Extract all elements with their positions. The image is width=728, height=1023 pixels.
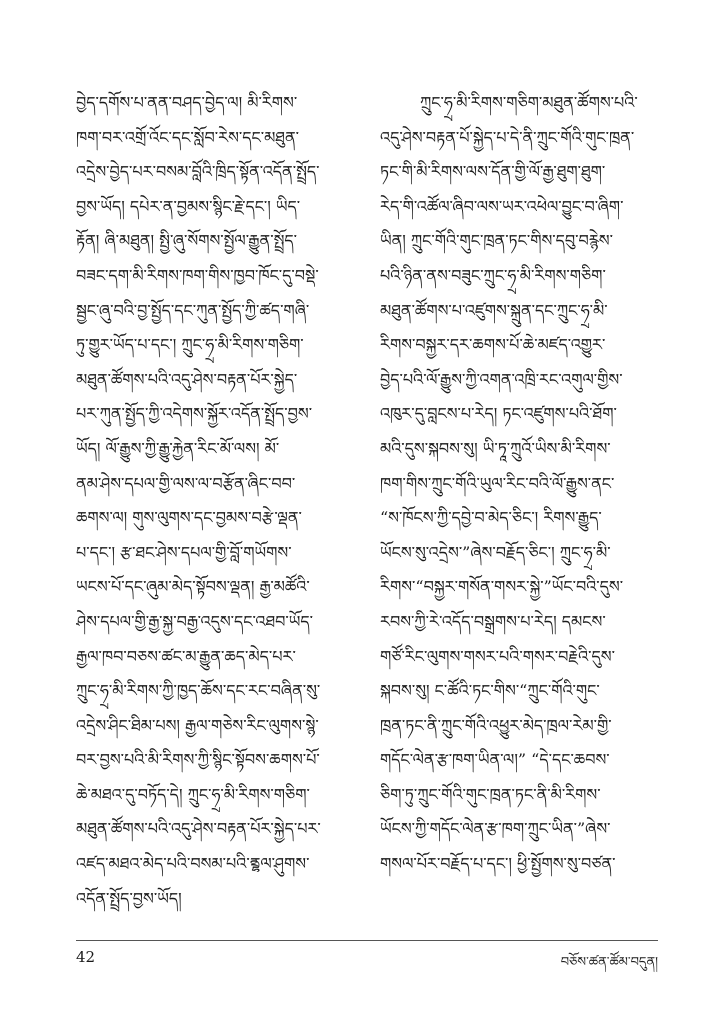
text-line: ནམ་ཤེས་དཔལ་གྱི་ལས་ལ་བརྩོན་ཞིང་བབ་: [76, 473, 296, 493]
text-line: བྱེད་དགོས་པ་ནན་བཤད་བྱེད་ལ། མི་རིགས་: [76, 93, 298, 112]
text-line: གདོང་ལེན་རྩ་ཁག་ཡིན་ལ།” “དེ་དང་ཆབས་: [380, 750, 610, 770]
text-line: པར་ཀུན་སྤྱོད་ཀྱི་འདེགས་སྐྱོར་འདོན་སྤྲོད་བྱས་: [76, 404, 313, 424]
text-line: རེད་གི་འཚོལ་ཞིབ་ལས་ཡར་འཕེལ་བྱུང་བ་ཞིག་: [380, 196, 624, 216]
text-line: འཛད་མཐའ་མེད་པའི་བསམ་པའི་ནྲྷལ་ཤུགས་: [76, 854, 310, 874]
text-line: ཁག་གིས་ཀྲུང་གོའི་ཡུལ་རིང་བའི་ལོ་རྒྱུས་ནང་: [380, 473, 615, 493]
text-line: ཆགས་ལ། གུས་ལུགས་དང་བྱམས་བརྩེ་ལྡན་: [76, 508, 302, 528]
text-line: བཟང་དག་མི་རིགས་ཁག་གིས་ཁྱབ་ཁོང་དུ་བསྡེ་: [76, 265, 319, 285]
text-line: འདྲེས་བྱེད་པར་བསམ་བློའི་ཁྲིད་སྟོན་འདོན་སྤྲོད་: [76, 162, 320, 182]
text-line: པ་དང་། རྩ་ཐང་ཤེས་དཔལ་གྱི་བློ་གཡོགས་: [76, 542, 292, 562]
text-line: བར་བྱས་པའི་མི་རིགས་ཀྱི་སྙིང་སྟོབས་ཆགས་པོ་: [76, 750, 320, 770]
text-line: སྦྱང་ཞུ་བའི་བྱ་སྤྱོད་དང་ཀུན་སྤྱོད་ཀྱི་ཚད་གཞི་: [76, 300, 310, 320]
text-line: འདུ་ཤེས་བརྟན་པོ་སྐྱེད་པ་དེ་ནི་ཀྲུང་གོའི་གུང་ཁྲན་: [380, 127, 635, 147]
page-number: 42: [76, 948, 96, 966]
text-line: འདོན་སྤྲོད་བྱས་ཡོད།: [76, 888, 182, 908]
text-line: མཐུན་ཚོགས་པའི་འདུ་ཤེས་བརྟན་པོར་སྐྱེད་པར་: [76, 819, 321, 839]
text-line: རིགས་“བསྐྱར་གསོན་གསར་སྐྱེ་”ཡོང་བའི་དུས་: [380, 577, 624, 597]
text-line: རྒྱལ་ཁབ་བཅས་ཚང་མ་རྒྱུན་ཆད་མེད་པར་: [76, 646, 296, 666]
text-line: ཀྲུང་ཧྲྭ་མི་རིགས་ཀྱི་ཁྱད་ཆོས་དང་རང་བཞིན་སུ་: [76, 681, 321, 701]
text-line: མཐུན་ཚོགས་པའི་འདུ་ཤེས་བརྟན་པོར་སྐྱེད་: [76, 369, 298, 389]
text-line: ཏུ་གྱུར་ཡོད་པ་དང་། ཀྲུང་ཧྲྭ་མི་རིགས་གཅིག་: [76, 335, 304, 355]
text-line: ཏང་གི་མི་རིགས་ལས་དོན་གྱི་ལོ་རྒྱ་ཐུག་ཐུག་: [380, 162, 606, 182]
text-line: ཀྲུང་ཧྲྭ་མི་རིགས་གཅིག་མཐུན་ཚོགས་པའི་: [420, 93, 638, 112]
text-line: ཡོངས་ཀྱི་གདོང་ལེན་རྩ་ཁག་ཀྲུང་ཡིན་”ཞེས་: [380, 819, 611, 839]
footer-rule: [76, 940, 658, 941]
text-line: ཡོངས་སུ་འདྲེས་”ཞེས་བརྗོད་ཅིང་། ཀྲུང་ཧྲྭ་མི་: [380, 542, 611, 562]
text-line: པའི་ཉིན་ནས་བཟུང་ཀྲུང་ཧྲྭ་མི་རིགས་གཅིག་: [380, 265, 606, 285]
text-line: འདྲེས་ཤིང་ཐིམ་པས། རྒྱལ་གཅེས་རིང་ལུགས་སྙེ་: [76, 715, 319, 735]
left-text-column: [76, 86, 358, 916]
text-line: བྱས་ཡོད། དཔེར་ན་བྱམས་སྙིང་རྗེ་དང་། ཡིད་: [76, 196, 301, 216]
right-text-column: [380, 86, 662, 882]
text-line: ཆེ་མཐའ་དུ་བཏོད་དེ། ཀྲུང་ཧྲྭ་མི་རིགས་གཅིག་: [76, 784, 310, 804]
text-line: རིགས་བསྐྱར་དར་ཆགས་པོ་ཆེ་མཛད་འགྱུར་: [380, 335, 606, 355]
text-line: གཙོ་རིང་ལུགས་གསར་པའི་གསར་བརྗེའི་དུས་: [380, 646, 615, 666]
text-line: གསལ་པོར་བརྗོད་པ་དང་། ཕྱི་སྤྱོགས་སུ་བཙན་: [380, 854, 616, 874]
text-line: ཅིག་ཏུ་ཀྲུང་གོའི་གུང་ཁྲན་ཏང་ནི་མི་རིགས་: [380, 784, 601, 804]
text-line: མའི་དུས་སྐབས་སུ། ཡི་ཏཱ་ཀྲུའོ་ཡིས་མི་རིགས་: [380, 438, 611, 458]
text-line: བྱེད་པའི་ལོ་རྒྱུས་ཀྱི་འགན་འཁྲི་རང་འགུལ་གྱིས་: [380, 369, 623, 389]
text-line: ཤེས་དཔལ་གྱི་རྒྱ་སྐྱ་བརྒྱ་འདུས་དང་འཐབ་ཡོད་: [76, 611, 313, 631]
text-line: ཡོད། ལོ་རྒྱུས་ཀྱི་རྒྱུ་རྐྱེན་རིང་མོ་ལས། མོ་: [76, 438, 280, 458]
text-line: མཐུན་ཚོགས་པ་འཛུགས་སྐྲུན་དང་ཀྲུང་ཧྲྭ་མི་: [380, 300, 608, 320]
text-line: འཁུར་དུ་བླངས་པ་རེད། ཏང་འཛུགས་པའི་ཐོག་: [380, 404, 617, 424]
text-line: ཡིན། ཀྲུང་གོའི་གུང་ཁྲན་ཏང་གིས་དབུ་བརྙེས་: [380, 231, 613, 251]
text-line: རྟོན། ཞི་མཐུན། སྤྱི་ཞུ་སོགས་སྤྱོལ་རྒྱུན་སྤྲོད་: [76, 231, 298, 251]
text-line: “ས་ཁོངས་ཀྱི་དབྱེ་བ་མེད་ཅིང་། རིགས་རྒྱུད་: [380, 508, 602, 528]
text-line: རབས་ཀྱི་རེ་འདོད་བསྒྲགས་པ་རེད། དམངས་: [380, 611, 606, 631]
text-line: སྐབས་སུ། ང་ཚོའི་ཏང་གིས་“ཀྲུང་གོའི་གུང་: [380, 681, 600, 701]
text-line: ཁག་བར་འགྲོ་འོང་དང་སློབ་རེས་དང་མཐུན་: [76, 127, 300, 147]
running-title: བཅོས་ཚན་ཚོམ་བདུན།: [560, 955, 658, 970]
text-line: ཡངས་པོ་དང་ཞུམ་མེད་སྟོབས་ལྡན། རྒྱ་མཚོའི་: [76, 577, 310, 597]
text-line: ཁྲན་ཏང་ནི་ཀྲུང་གོའི་འཕྱུར་མེད་ཁྲལ་རེམ་གྱི་: [380, 715, 612, 735]
